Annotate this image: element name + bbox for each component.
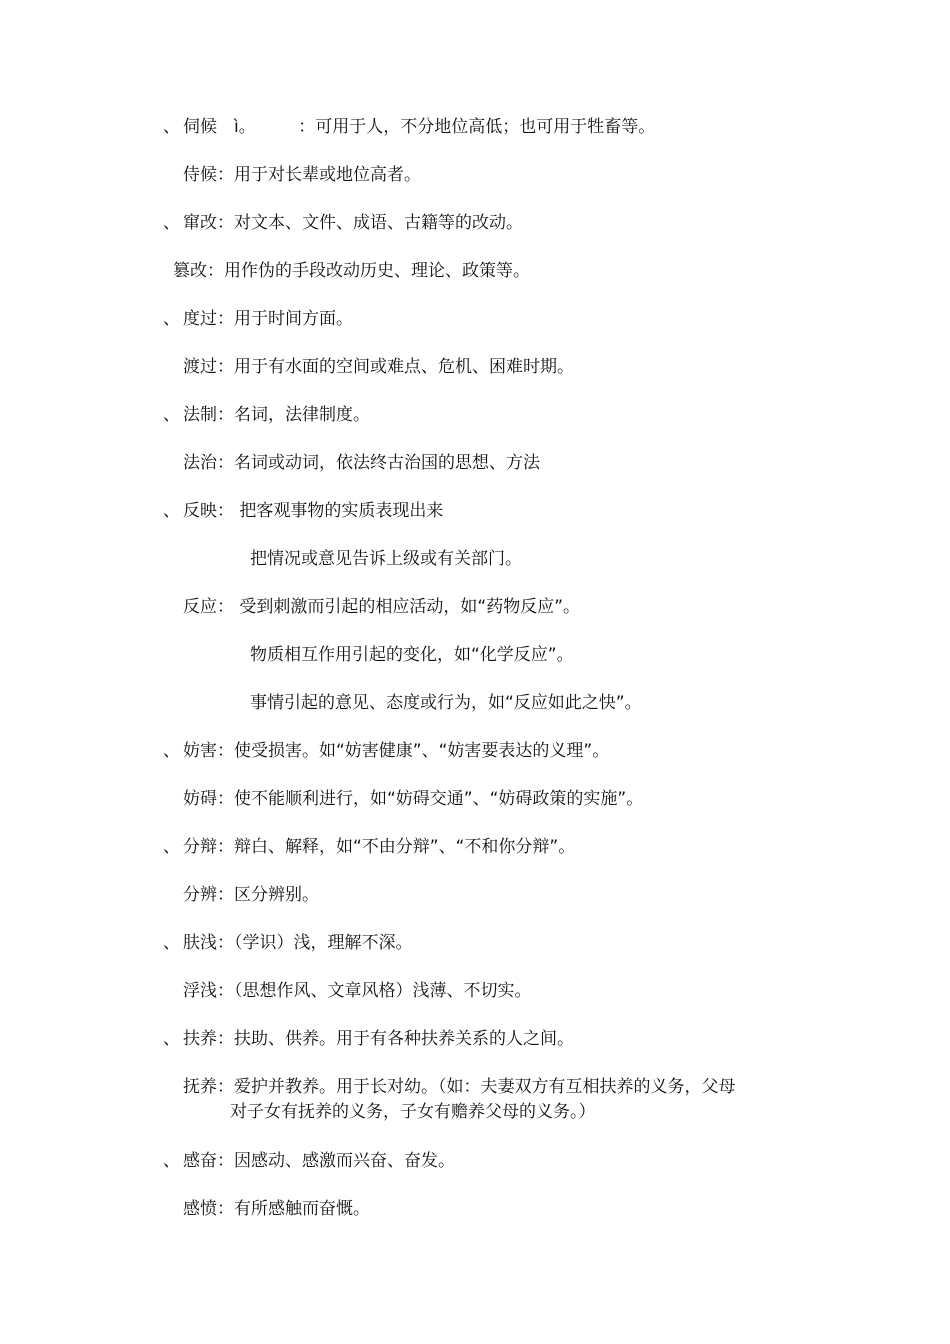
bullet-mark: 、 (163, 309, 180, 329)
bullet-mark: 、 (163, 837, 180, 857)
entry-line: 妨害：使受损害。如“妨害健康”、“妨害要表达的义理”。 (183, 741, 610, 761)
bullet-mark: 、 (163, 741, 180, 761)
bullet-mark: 、 (163, 117, 180, 137)
entry-line: 分辨：区分辨别。 (183, 885, 319, 905)
entry-line: 对子女有抚养的义务，子女有赡养父母的义务。） (230, 1102, 596, 1122)
bullet-mark: 、 (163, 501, 180, 521)
entry-line: 感奋：因感动、感激而兴奋、奋发。 (183, 1151, 455, 1171)
entry-line: 反应： 受到刺激而引起的相应活动，如“药物反应”。 (183, 597, 581, 617)
entry-line: 侍候：用于对长辈或地位高者。 (183, 165, 421, 185)
entry-line: 扶养：扶助、供养。用于有各种扶养关系的人之间。 (183, 1029, 574, 1049)
bullet-mark: 、 (163, 1029, 180, 1049)
bullet-mark: 、 (163, 405, 180, 425)
entry-line: 渡过：用于有水面的空间或难点、危机、困难时期。 (183, 357, 574, 377)
entry-line: 浮浅：（思想作风、文章风格）浅薄、不切实。 (183, 981, 532, 1001)
entry-line: 伺候 ì。 ：可用于人，不分地位高低；也可用于牲畜等。 (183, 117, 656, 137)
entry-line: 把情况或意见告诉上级或有关部门。 (250, 549, 522, 569)
entry-line: 物质相互作用引起的变化，如“化学反应”。 (250, 645, 574, 665)
bullet-mark: 、 (163, 213, 180, 233)
entry-line: 法制：名词，法律制度。 (183, 405, 370, 425)
entry-line: 分辩：辩白、解释，如“不由分辩”、“不和你分辩”。 (183, 837, 576, 857)
entry-line: 肤浅：（学识）浅，理解不深。 (183, 933, 413, 953)
entry-line: 反映： 把客观事物的实质表现出来 (183, 501, 444, 521)
entry-line: 篡改：用作伪的手段改动历史、理论、政策等。 (173, 261, 530, 281)
bullet-mark: 、 (163, 1151, 180, 1171)
bullet-mark: 、 (163, 933, 180, 953)
entry-line: 度过：用于时间方面。 (183, 309, 353, 329)
entry-line: 抚养：爱护并教养。用于长对幼。（如：夫妻双方有互相扶养的义务，父母 (183, 1077, 736, 1097)
entry-line: 事情引起的意见、态度或行为，如“反应如此之快”。 (250, 693, 642, 713)
entry-line: 妨碍：使不能顺利进行，如“妨碍交通”、“妨碍政策的实施”。 (183, 789, 644, 809)
entry-line: 法治：名词或动词，依法终古治国的思想、方法 (183, 453, 540, 473)
entry-line: 窜改：对文本、文件、成语、古籍等的改动。 (183, 213, 523, 233)
entry-line: 感愤：有所感触而奋慨。 (183, 1199, 370, 1219)
